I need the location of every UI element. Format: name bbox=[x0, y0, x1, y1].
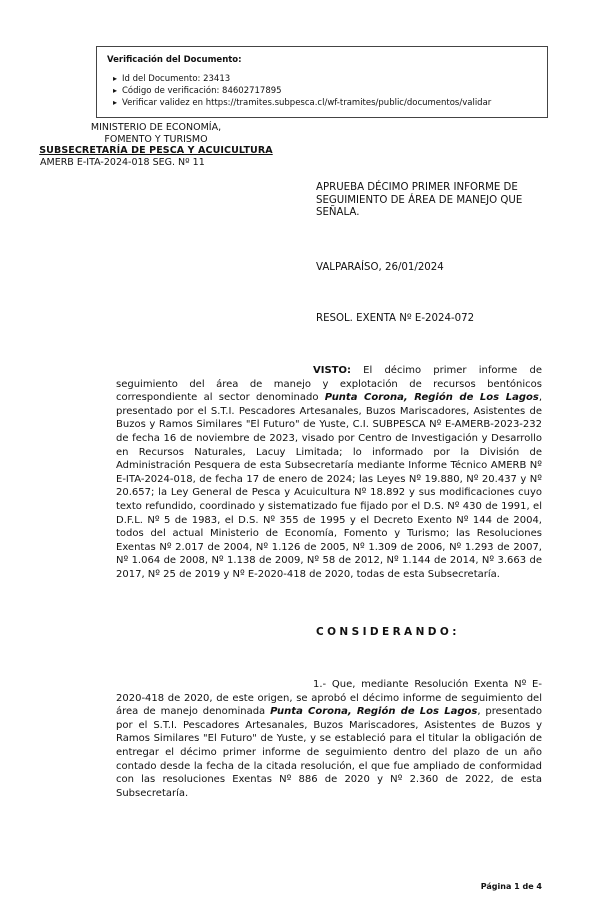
verification-link[interactable]: ▸ Verificar validez en https://tramites.subpesca.cl/wf-tramites/public/documentos/validar bbox=[113, 97, 537, 109]
verification-box bbox=[96, 46, 548, 118]
ministry-header bbox=[36, 122, 276, 168]
page-number: Página 1 de 4 bbox=[480, 882, 542, 891]
visto-text-part2: , presentado por el S.T.I. Pescadores Artesanales, Buzos Mariscadores, Asistentes de Buzos y Ramos Similares "El Futuro" de Yuste, C.I. SUBPESCA Nº E-AMERB-2023-232 de fecha 16 de noviembre de 2023, visado por Centro de Investigación y Desarrollo en Recursos Naturales, Lacuy Limitada; lo informado por la División de Administración Pesquera de esta Subsecretaría mediante Informe Técnico AMERB Nº E-ITA-2024-018, de fecha 17 de enero de 2024; las Leyes Nº 19.880, Nº 20.437 y Nº 20.657; la Ley General de Pesca y Acuicultura Nº 18.892 y sus modificaciones cuyo texto refundido, coordinado y sistematizado fue fijado por el D.S. Nº 430 de 1991, el D.F.L. Nº 5 de 1983, el D.S. Nº 355 de 1995 y el Decreto Exento Nº 144 de 2004, todos del actual Ministerio de Economía, Fomento y Turismo; las Resoluciones Exentas Nº 2.017 de 2004, Nº 1.126 de 2005, Nº 1.309 de 2006, Nº 1.293 de 2007, Nº 1.064 de 2008, Nº 1.138 de 2009, Nº 58 de 2012, Nº 1.144 de 2014, Nº 3.663 de 2017, Nº 25 de 2019 y Nº E-2020-418 de 2020, todas de esta Subsecretaría. bbox=[116, 392, 542, 580]
verification-code: ▸ Código de verificación: 84602717895 bbox=[113, 85, 537, 97]
ministry-name-line2: FOMENTO Y TURISMO bbox=[104, 133, 208, 145]
verification-document-id: ▸ Id del Documento: 23413 bbox=[113, 73, 537, 85]
resolution-number: RESOL. EXENTA Nº E-2024-072 bbox=[316, 313, 475, 324]
document-subject: APRUEBA DÉCIMO PRIMER INFORME DE SEGUIMIENTO DE ÁREA DE MANEJO QUE SEÑALA. bbox=[316, 182, 523, 218]
document-reference: AMERB E-ITA-2024-018 SEG. Nº 11 bbox=[40, 156, 205, 168]
verification-title: Verificación del Documento: bbox=[107, 55, 242, 65]
considerando-heading: CONSIDERANDO: bbox=[316, 626, 460, 638]
considerando-item-1 bbox=[116, 678, 542, 800]
considerando-item-1-part1: 1.- Que, mediante Resolución Exenta Nº E-2020-418 de 2020, de este origen, se aprobó el décimo informe de seguimiento del área de manejo denominada bbox=[116, 679, 542, 718]
place-date: VALPARAÍSO, 26/01/2024 bbox=[316, 262, 444, 273]
considerando-item-1-area: Punta Corona, Región de Los Lagos bbox=[270, 706, 478, 718]
subsecretaria-name: SUBSECRETARÍA DE PESCA Y ACUICULTURA bbox=[39, 145, 273, 156]
ministry-name-line1: MINISTERIO DE ECONOMÍA, bbox=[90, 122, 222, 133]
visto-text-part1: El décimo primer informe de seguimiento del área de manejo y explotación de recursos bentónicos correspondiente al sector denominado bbox=[116, 365, 542, 404]
visto-paragraph bbox=[116, 364, 542, 582]
considerando-item-1-part2: , presentado por el S.T.I. Pescadores Artesanales, Buzos Mariscadores, Asistentes de Buzos y Ramos Similares "El Futuro" de Yuste, y se estableció para el titular la obligación de entregar el décimo primer informe de seguimiento dentro del plazo de un año contado desde la fecha de la citada resolución, el que fue ampliado de conformidad con las resoluciones Exentas Nº 886 de 2020 y Nº 2.360 de 2022, de esta Subsecretaría. bbox=[116, 706, 542, 799]
visto-label: VISTO: bbox=[313, 365, 351, 376]
visto-area-name: Punta Corona, Región de Los Lagos bbox=[324, 392, 539, 404]
verification-list bbox=[107, 73, 537, 109]
